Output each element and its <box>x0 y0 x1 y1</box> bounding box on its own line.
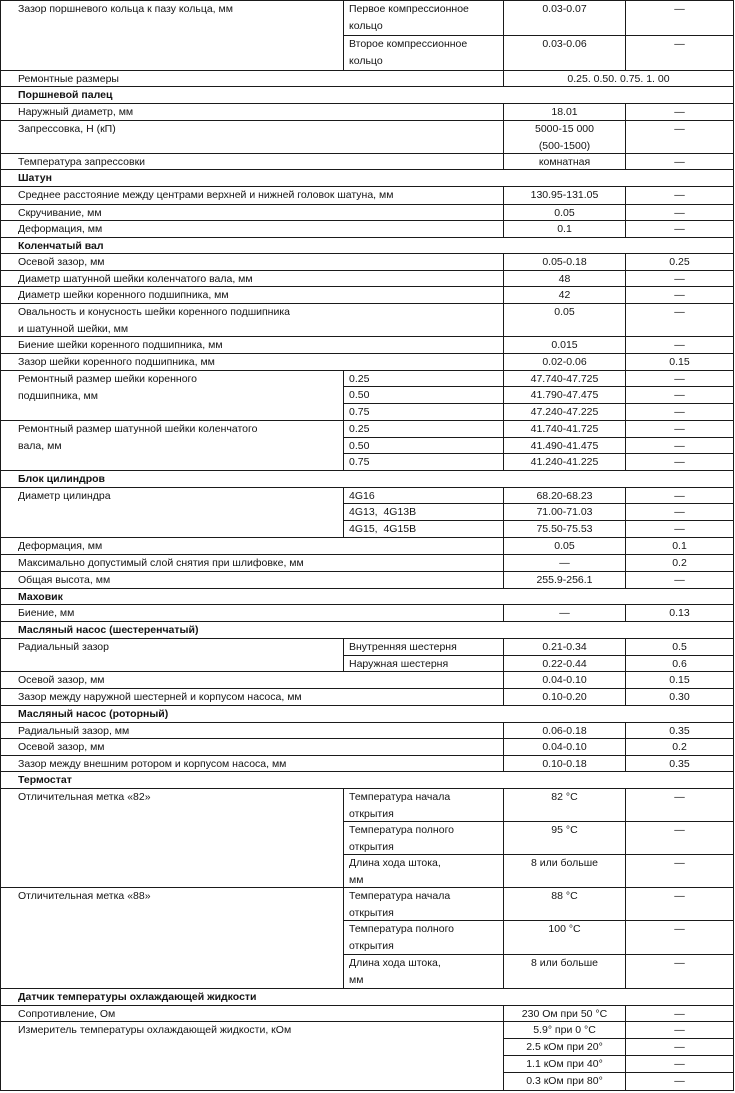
limit-value: 0.35 <box>669 725 690 737</box>
condition-cell: Второе компрессионное кольцо <box>349 38 468 67</box>
condition-cell: Температура начала открытия <box>349 791 451 820</box>
nominal-value: 95 °С <box>551 824 578 836</box>
nominal-value: 0.05 <box>554 306 575 318</box>
parameter-name: Сопротивление, Ом <box>18 1008 116 1020</box>
limit-value: — <box>674 223 685 235</box>
limit-value: — <box>674 574 685 586</box>
limit-value: — <box>674 523 685 535</box>
nominal-value: 71.00-71.03 <box>536 506 593 518</box>
nominal-value: 41.740-41.725 <box>530 423 599 435</box>
limit-value: — <box>674 189 685 201</box>
section-header: Масляный насос (шестеренчатый) <box>18 624 199 636</box>
limit-value: 0.5 <box>672 641 687 653</box>
table-rule <box>343 920 344 954</box>
parameter-name: Деформация, мм <box>18 540 103 552</box>
limit-value: — <box>674 890 685 902</box>
parameter-name: Радиальный зазор, мм <box>18 725 130 737</box>
table-rule <box>343 503 344 520</box>
limit-value: — <box>674 923 685 935</box>
table-rule <box>343 821 344 854</box>
nominal-value: 0.22-0.44 <box>542 658 587 670</box>
parameter-name: Биение шейки коренного подшипника, мм <box>18 339 223 351</box>
parameter-name: Температура запрессовки <box>18 156 146 168</box>
table-rule <box>343 453 344 470</box>
limit-value: — <box>674 406 685 418</box>
parameter-name: Общая высота, мм <box>18 574 111 586</box>
limit-value: — <box>674 1024 685 1036</box>
limit-value: — <box>674 490 685 502</box>
table-rule <box>343 420 344 437</box>
limit-value: — <box>674 389 685 401</box>
nominal-value: 230 Ом при 50 °С <box>521 1008 608 1020</box>
condition-cell: Длина хода штока, мм <box>349 957 441 986</box>
limit-value: — <box>674 506 685 518</box>
parameter-name: Измеритель температуры охлаждающей жидкости, кОм <box>18 1024 292 1036</box>
parameter-name: Зазор между внешним ротором и корпусом насоса, мм <box>18 758 287 770</box>
nominal-value: 0.3 кОм при 80° <box>526 1075 603 1087</box>
parameter-name: Осевой зазор, мм <box>18 256 105 268</box>
table-rule <box>343 35 344 70</box>
parameter-name: Среднее расстояние между центрами верхней и нижней головок шатуна, мм <box>18 189 394 201</box>
nominal-value: 68.20-68.23 <box>536 490 593 502</box>
parameter-name: Диаметр цилиндра <box>18 490 111 502</box>
parameter-name: Ремонтные размеры <box>18 73 119 85</box>
nominal-value: 0.04-0.10 <box>542 741 587 753</box>
section-header: Масляный насос (роторный) <box>18 708 169 720</box>
limit-value: — <box>674 1041 685 1053</box>
nominal-value: 0.21-0.34 <box>542 641 587 653</box>
table-rule <box>343 370 344 386</box>
parameter-name: Зазор между наружной шестерней и корпусом насоса, мм <box>18 691 302 703</box>
nominal-value: 18.01 <box>551 106 578 118</box>
nominal-value: 0.03-0.07 <box>542 3 587 15</box>
section-header: Коленчатый вал <box>18 240 104 252</box>
section-header: Шатун <box>18 172 52 184</box>
limit-value: — <box>674 156 685 168</box>
table-rule <box>0 588 734 589</box>
limit-value: 0.6 <box>672 658 687 670</box>
limit-value: 0.13 <box>669 607 690 619</box>
table-rule <box>343 887 344 920</box>
parameter-name: Овальность и конусность шейки коренного подшипника и шатунной шейки, мм <box>18 306 291 335</box>
table-rule <box>343 954 344 988</box>
limit-value: — <box>674 373 685 385</box>
condition-cell: Наружная шестерня <box>349 658 449 670</box>
limit-value: — <box>674 857 685 869</box>
limit-value: — <box>674 106 685 118</box>
condition-cell: 0.25 <box>349 373 370 385</box>
section-header: Поршневой палец <box>18 89 113 101</box>
limit-value: 0.25 <box>669 256 690 268</box>
parameter-name: Запрессовка, Н (кП) <box>18 123 116 135</box>
table-rule <box>343 788 344 821</box>
limit-value: — <box>674 289 685 301</box>
nominal-value: 75.50-75.53 <box>536 523 593 535</box>
nominal-value: 0.10-0.18 <box>542 758 587 770</box>
limit-value: — <box>674 123 685 135</box>
table-rule <box>0 470 734 471</box>
nominal-value: 0.10-0.20 <box>542 691 587 703</box>
nominal-value: 1.1 кОм при 40° <box>526 1058 603 1070</box>
nominal-value: 0.1 <box>557 223 572 235</box>
limit-value: — <box>674 306 685 318</box>
limit-value: 0.2 <box>672 557 687 569</box>
parameter-name: Наружный диаметр, мм <box>18 106 134 118</box>
table-rule <box>0 237 734 238</box>
limit-value: 0.35 <box>669 758 690 770</box>
parameter-name: Зазор шейки коренного подшипника, мм <box>18 356 215 368</box>
nominal-value: 0.05-0.18 <box>542 256 587 268</box>
limit-value: — <box>674 3 685 15</box>
limit-value: — <box>674 38 685 50</box>
parameter-name: Осевой зазор, мм <box>18 674 105 686</box>
condition-cell: 0.50 <box>349 440 370 452</box>
section-header: Маховик <box>18 591 63 603</box>
limit-value: — <box>674 456 685 468</box>
limit-value: — <box>674 957 685 969</box>
parameter-name: Скручивание, мм <box>18 207 102 219</box>
limit-value: 0.30 <box>669 691 690 703</box>
nominal-value: 0.02-0.06 <box>542 356 587 368</box>
section-header: Блок цилиндров <box>18 473 105 485</box>
nominal-value: 2.5 кОм при 20° <box>526 1041 603 1053</box>
limit-value: — <box>674 273 685 285</box>
condition-cell: 4G15, 4G15B <box>349 523 417 535</box>
table-rule <box>0 0 1 1090</box>
table-rule <box>343 638 344 655</box>
parameter-name: Осевой зазор, мм <box>18 741 105 753</box>
condition-cell: 0.50 <box>349 389 370 401</box>
limit-value: 0.15 <box>669 674 690 686</box>
limit-value: — <box>674 207 685 219</box>
nominal-value: — <box>559 557 570 569</box>
table-rule <box>343 655 344 671</box>
limit-value: — <box>674 1058 685 1070</box>
nominal-value: 8 или больше <box>530 857 598 869</box>
limit-value: — <box>674 1075 685 1087</box>
limit-value: 0.1 <box>672 540 687 552</box>
limit-value: — <box>674 423 685 435</box>
nominal-value: 5.9° при 0 °С <box>533 1024 596 1036</box>
condition-cell: Первое компрессионное кольцо <box>349 3 469 32</box>
parameter-name: Отличительная метка «82» <box>18 791 151 803</box>
table-rule <box>343 854 344 887</box>
condition-cell: Температура полного открытия <box>349 824 455 853</box>
nominal-value: 8 или больше <box>530 957 598 969</box>
table-rule <box>0 771 734 772</box>
limit-value: — <box>674 824 685 836</box>
nominal-value: 5000-15 000 (500-1500) <box>535 123 594 152</box>
nominal-value: 0.015 <box>551 339 578 351</box>
nominal-value: 41.240-41.225 <box>530 456 599 468</box>
nominal-value: 255.9-256.1 <box>536 574 593 586</box>
section-header: Термостат <box>18 774 72 786</box>
nominal-value: — <box>559 607 570 619</box>
table-rule <box>0 169 734 170</box>
parameter-name: Биение, мм <box>18 607 75 619</box>
table-rule <box>343 0 344 35</box>
table-rule <box>343 437 344 453</box>
condition-cell: 4G13, 4G13B <box>349 506 417 518</box>
limit-value: — <box>674 339 685 351</box>
condition-cell: 0.75 <box>349 406 370 418</box>
parameter-name: Максимально допустимый слой снятия при шлифовке, мм <box>18 557 304 569</box>
section-header: Датчик температуры охлаждающей жидкости <box>18 991 257 1003</box>
condition-cell: Температура полного открытия <box>349 923 455 952</box>
nominal-value: 0.04-0.10 <box>542 674 587 686</box>
condition-cell: 4G16 <box>349 490 375 502</box>
table-rule <box>733 0 734 1090</box>
parameter-name: Ремонтный размер шейки коренного подшипника, мм <box>18 373 197 402</box>
nominal-value: 130.95-131.05 <box>530 189 599 201</box>
table-rule <box>343 487 344 503</box>
nominal-value: 41.790-47.475 <box>530 389 599 401</box>
condition-cell: Температура начала открытия <box>349 890 451 919</box>
condition-cell: Внутренняя шестерня <box>349 641 457 653</box>
nominal-value: 0.05 <box>554 540 575 552</box>
nominal-value: 0.03-0.06 <box>542 38 587 50</box>
nominal-value: 88 °С <box>551 890 578 902</box>
nominal-value: 47.740-47.725 <box>530 373 599 385</box>
nominal-value: 0.06-0.18 <box>542 725 587 737</box>
nominal-value: 42 <box>558 289 571 301</box>
nominal-value: комнатная <box>538 156 591 168</box>
nominal-value: 82 °С <box>551 791 578 803</box>
nominal-value: 100 °С <box>548 923 581 935</box>
repair-sizes-value: 0.25. 0.50. 0.75. 1. 00 <box>567 73 670 85</box>
limit-value: — <box>674 791 685 803</box>
nominal-value: 41.490-41.475 <box>530 440 599 452</box>
limit-value: 0.15 <box>669 356 690 368</box>
nominal-value: 0.05 <box>554 207 575 219</box>
parameter-name: Зазор поршневого кольца к пазу кольца, мм <box>18 3 233 15</box>
table-rule <box>343 386 344 403</box>
condition-cell: 0.75 <box>349 456 370 468</box>
nominal-value: 47.240-47.225 <box>530 406 599 418</box>
limit-value: — <box>674 440 685 452</box>
table-rule <box>0 1090 734 1091</box>
parameter-name: Диаметр шейки коренного подшипника, мм <box>18 289 229 301</box>
parameter-name: Деформация, мм <box>18 223 103 235</box>
table-rule <box>343 403 344 420</box>
nominal-value: 48 <box>558 273 571 285</box>
condition-cell: Длина хода штока, мм <box>349 857 441 886</box>
condition-cell: 0.25 <box>349 423 370 435</box>
limit-value: 0.2 <box>672 741 687 753</box>
parameter-name: Ремонтный размер шатунной шейки коленчатого вала, мм <box>18 423 258 452</box>
limit-value: — <box>674 1008 685 1020</box>
table-rule <box>343 520 344 537</box>
parameter-name: Отличительная метка «88» <box>18 890 151 902</box>
parameter-name: Диаметр шатунной шейки коленчатого вала, мм <box>18 273 253 285</box>
parameter-name: Радиальный зазор <box>18 641 109 653</box>
